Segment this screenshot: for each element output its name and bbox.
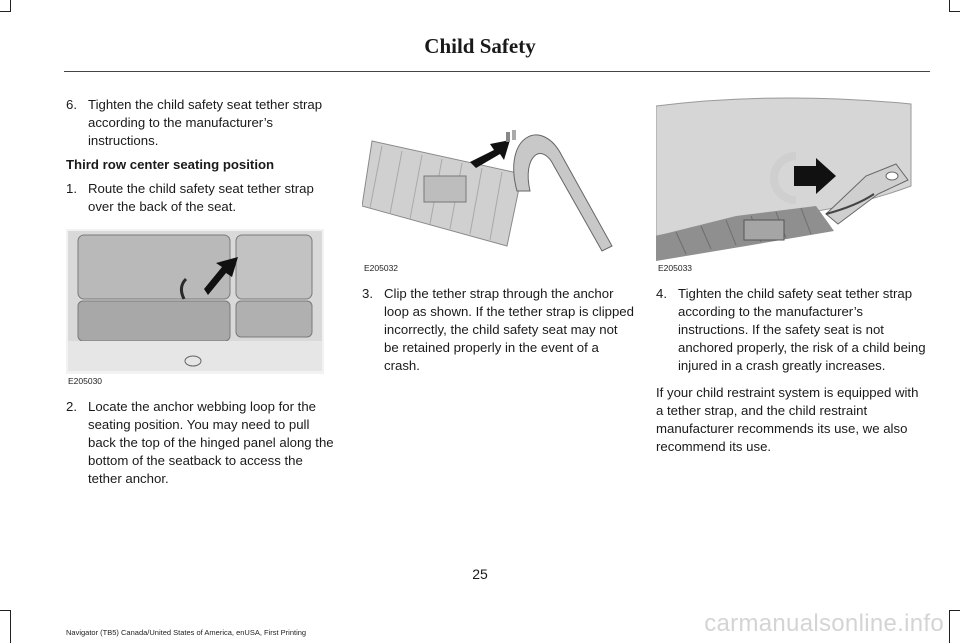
- figure-code: E205033: [658, 263, 693, 273]
- step-text: Clip the tether strap through the anchor loop as shown. If the tether strap is clipped incorrectly, the child safety seat may not be retained properly in the event of a crash.: [384, 286, 634, 373]
- step-number: 4.: [656, 286, 667, 301]
- header-rule: [64, 71, 930, 72]
- watermark: carmanualsonline.info: [704, 610, 944, 637]
- crop-mark: [949, 610, 950, 643]
- step-2: [66, 398, 338, 488]
- step-number: 2.: [66, 399, 77, 414]
- figure-seatback-illustration: [66, 229, 324, 374]
- step-text: Tighten the child safety seat tether strap according to the manufacturer’s instructions. If the safety seat is not anchored properly, the risk of a child being injured in a crash greatly increases.: [678, 286, 926, 373]
- crop-mark: [0, 11, 10, 12]
- figure-code: E205030: [68, 376, 103, 386]
- step-text: Tighten the child safety seat tether strap according to the manufacturer’s instructions.: [88, 97, 323, 148]
- step-6: [66, 96, 338, 150]
- step-3: [362, 285, 634, 375]
- step-number: 3.: [362, 286, 373, 301]
- step-1: [66, 180, 338, 216]
- step-number: 6.: [66, 97, 77, 112]
- crop-mark: [10, 610, 11, 643]
- page-number: 25: [472, 566, 488, 582]
- figure-tighten-strap-illustration: [656, 96, 918, 261]
- crop-mark: [950, 610, 960, 611]
- crop-mark: [950, 11, 960, 12]
- section-subheading: Third row center seating position: [66, 157, 275, 172]
- page-title: Child Safety: [424, 34, 536, 58]
- left-column: [66, 96, 338, 216]
- figure-tether-clip-illustration: [362, 96, 624, 261]
- crop-mark: [10, 0, 11, 12]
- figure-code: E205032: [364, 263, 399, 273]
- step-4: [656, 285, 928, 375]
- footer-text: Navigator (TB5) Canada/United States of America, enUSA, First Printing: [66, 628, 307, 637]
- crop-mark: [0, 610, 10, 611]
- step-text: Route the child safety seat tether strap over the back of the seat.: [88, 181, 314, 214]
- step-text: Locate the anchor webbing loop for the seating position. You may need to pull back the top of the hinged panel along the bottom of the seatback to access the tether anchor.: [88, 399, 334, 486]
- body-paragraph: If your child restraint system is equipped with a tether strap, and the child restraint manufacturer recommends its use, we also recommend its use.: [656, 385, 919, 454]
- left-column-lower: [66, 398, 338, 488]
- middle-column: [362, 285, 634, 375]
- right-column: [656, 285, 928, 456]
- step-number: 1.: [66, 181, 77, 196]
